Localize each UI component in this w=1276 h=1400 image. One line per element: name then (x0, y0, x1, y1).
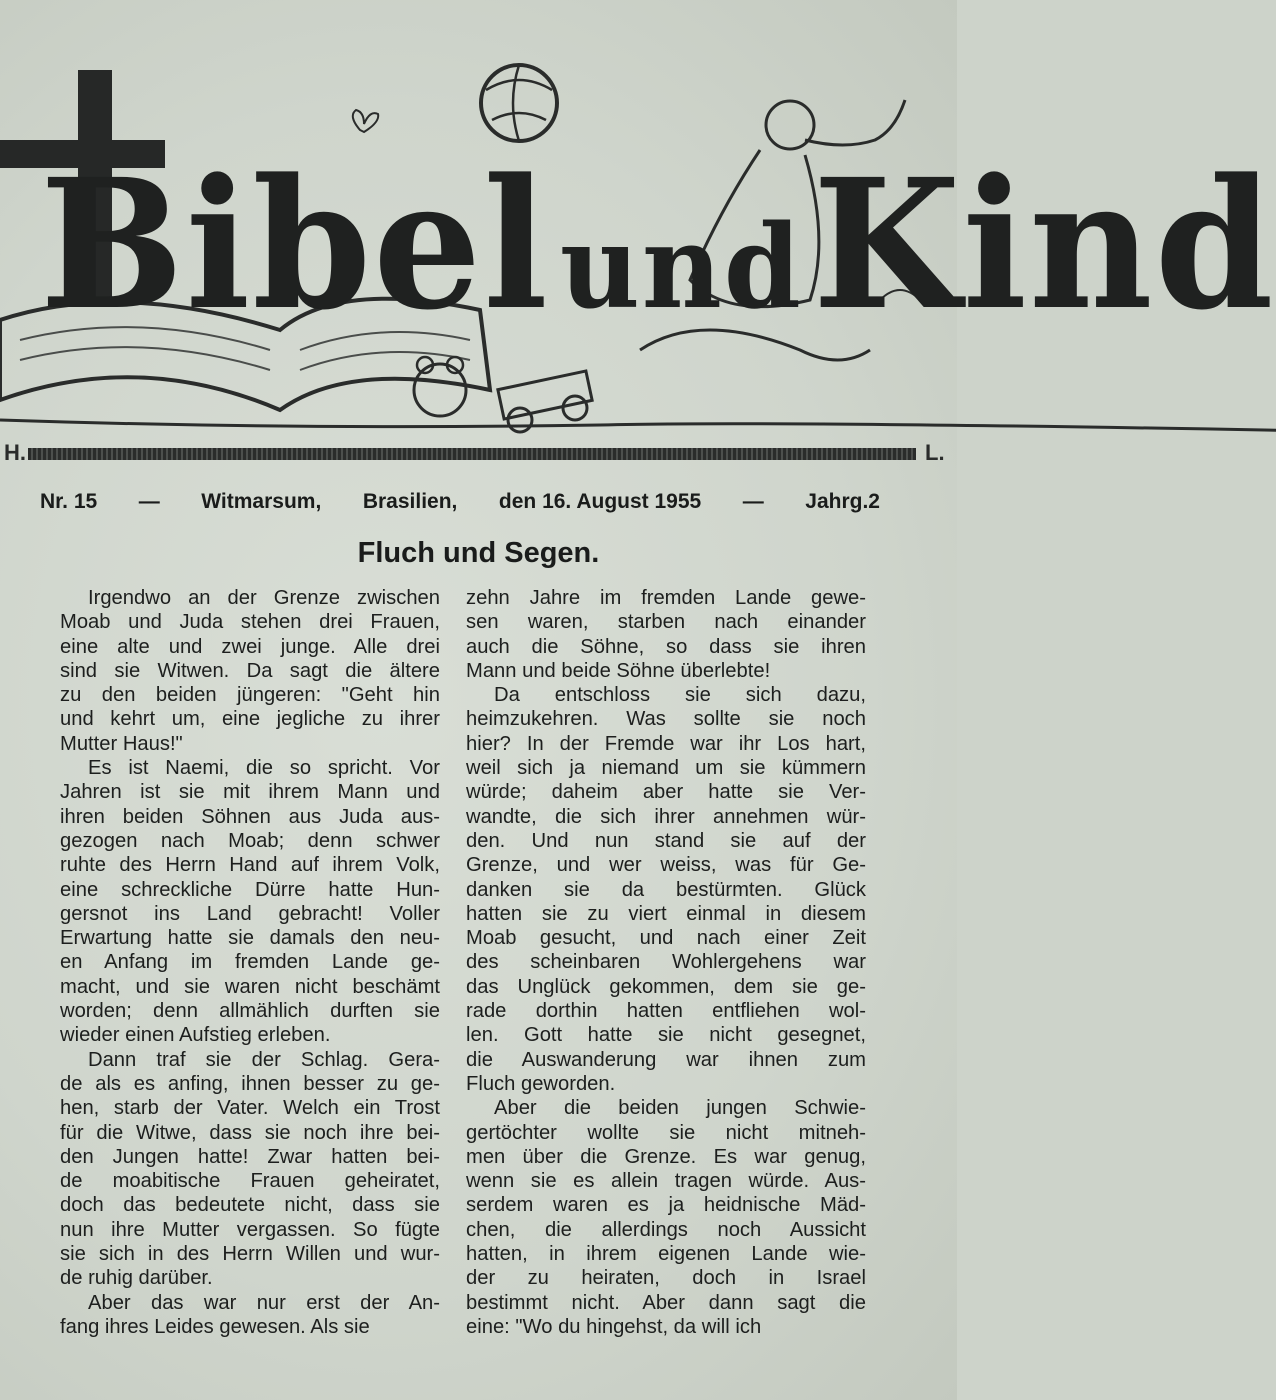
article-line: Grenze, und wer weiss, was für Ge- (466, 854, 866, 877)
article-line: Fluch geworden. (466, 1072, 616, 1095)
article-line: gersnot ins Land gebracht! Voller (60, 902, 440, 925)
article-line: ihren beiden Söhnen aus Juda aus- (60, 805, 440, 828)
article-line: Mutter Haus!" (60, 732, 183, 755)
issue-volume: Jahrg.2 (805, 490, 880, 513)
article-line: ruhte des Herrn Hand auf ihrem Volk, (60, 854, 440, 877)
article-line: rade dorthin hatten entfliehen wol- (466, 1000, 866, 1023)
masthead-title (40, 140, 1276, 350)
article-line: Aber die beiden jungen Schwie- (494, 1097, 866, 1120)
article-line: sen waren, starben nach einander (466, 611, 866, 634)
article-line: eine: "Wo du hingehst, da will ich (466, 1315, 762, 1338)
article-line: Mann und beide Söhne überlebte! (466, 659, 771, 682)
article-line: heimzukehren. Was sollte sie noch (466, 708, 866, 731)
article-line: fang ihres Leides gewesen. Als sie (60, 1315, 370, 1338)
article-line: für die Witwe, dass sie noch ihre bei- (60, 1121, 440, 1144)
article-line: Da entschloss sie sich dazu, (494, 684, 866, 707)
issue-dash-1: — (138, 490, 160, 513)
article-line: die Auswanderung war ihnen zum (466, 1048, 866, 1071)
article-line: hier? In der Fremde war ihr Los hart, (466, 732, 866, 755)
article-line: Es ist Naemi, die so spricht. Vor (88, 757, 440, 780)
issue-number: Nr. 15 (40, 490, 98, 513)
article-line: Irgendwo an der Grenze zwischen (88, 587, 440, 609)
article-line: Erwartung hatte sie damals den neu- (60, 927, 440, 950)
article-line: macht, und sie waren nicht beschämt (60, 975, 440, 998)
article-line: des scheinbaren Wohlergehens war (466, 951, 866, 974)
article-line: wandte, die sich ihrer annehmen wür- (466, 805, 866, 828)
article-line: und kehrt um, eine jegliche zu ihrer (60, 708, 440, 731)
article-line: Aber das war nur erst der An- (88, 1291, 440, 1314)
masthead (0, 0, 1276, 470)
article-line: zu den beiden jüngeren: "Geht hin (60, 684, 440, 707)
article-line: wenn sie es allein tragen würde. Aus- (466, 1170, 866, 1193)
artist-initial-left: H. (4, 440, 26, 465)
article-line: eine schreckliche Dürre hatte Hun- (60, 878, 440, 901)
article-line: wieder einen Aufstieg erleben. (60, 1024, 331, 1047)
article-line: de moabitische Frauen geheiratet, (60, 1170, 440, 1193)
issue-date: den 16. August 1955 (498, 490, 702, 513)
article-line: gezogen nach Moab; denn schwer (60, 829, 440, 852)
butterfly-icon (353, 110, 378, 132)
issue-place: Witmarsum, (201, 490, 322, 513)
issue-line (40, 490, 880, 514)
article-line: danken sie da bestürmten. Glück (466, 878, 866, 901)
article-line: der zu heiraten, doch in Israel (466, 1267, 866, 1290)
article-headline: Fluch und Segen. (357, 537, 600, 569)
article-line: würde; daheim aber hatte sie Ver- (466, 781, 866, 804)
article-line: Moab und Juda stehen drei Frauen, (60, 611, 440, 634)
issue-dash-2: — (742, 490, 764, 513)
article-line: hen, starb der Vater. Welch ein Trost (60, 1097, 440, 1120)
article-line: de ruhig darüber. (60, 1267, 213, 1290)
ground-line (0, 420, 1276, 435)
article-line: sind sie Witwen. Da sagt die ältere (60, 659, 440, 682)
article-line: gertöchter wollte sie nicht mitneh- (466, 1121, 866, 1144)
article-line: chen, die allerdings noch Aussicht (466, 1218, 866, 1241)
article-line: Moab gesucht, und nach einer Zeit (466, 927, 866, 950)
article-column-left (60, 586, 440, 1339)
article-line: bestimmt nicht. Aber dann sagt die (466, 1291, 866, 1314)
masthead-title-und: und (559, 198, 803, 335)
article-line: Dann traf sie der Schlag. Gera- (88, 1048, 440, 1071)
article-line: hatten sie zu viert einmal in diesem (466, 902, 866, 925)
article-line: doch das bedeutete nicht, dass sie (60, 1194, 440, 1217)
article-line: weil sich ja niemand um sie kümmern (466, 757, 866, 780)
article-line: nun ihre Mutter vergassen. So fügte (60, 1218, 440, 1241)
ball-icon (481, 65, 557, 141)
masthead-title-bibel: Bibel (40, 140, 550, 350)
article-line: serdem waren es ja heidnische Mäd- (466, 1194, 866, 1217)
article-line: en Anfang im fremden Lande ge- (60, 951, 440, 974)
article-line: den. Und nun stand sie auf der (466, 829, 866, 852)
article-line: auch die Söhne, so dass sie ihren (466, 635, 866, 658)
article-line: sie sich in des Herrn Willen und wur- (60, 1243, 440, 1266)
article-line: Jahren ist sie mit ihrem Mann und (60, 781, 440, 804)
article-line: eine alte und zwei junge. Alle drei (60, 635, 440, 658)
issue-country: Brasilien, (362, 490, 458, 513)
masthead-rule (28, 448, 916, 460)
article-line: men über die Grenze. Es war genug, (466, 1145, 866, 1168)
article-line: den Jungen hatte! Zwar hatten bei- (60, 1145, 440, 1168)
article-column-right (466, 586, 866, 1339)
article-line: zehn Jahre im fremden Lande gewe- (466, 587, 866, 609)
article-line: len. Gott hatte sie nicht gesegnet, (466, 1024, 866, 1047)
masthead-title-kind: Kind (812, 140, 1276, 350)
article-line: de als es anfing, ihnen besser zu ge- (60, 1072, 440, 1095)
article-line: das Unglück gekommen, dem sie ge- (466, 975, 866, 998)
artist-initial-right: L. (925, 440, 945, 465)
article-line: hatten, in ihrem eigenen Lande wie- (466, 1243, 866, 1266)
article-line: worden; denn allmählich durften sie (60, 1000, 440, 1023)
